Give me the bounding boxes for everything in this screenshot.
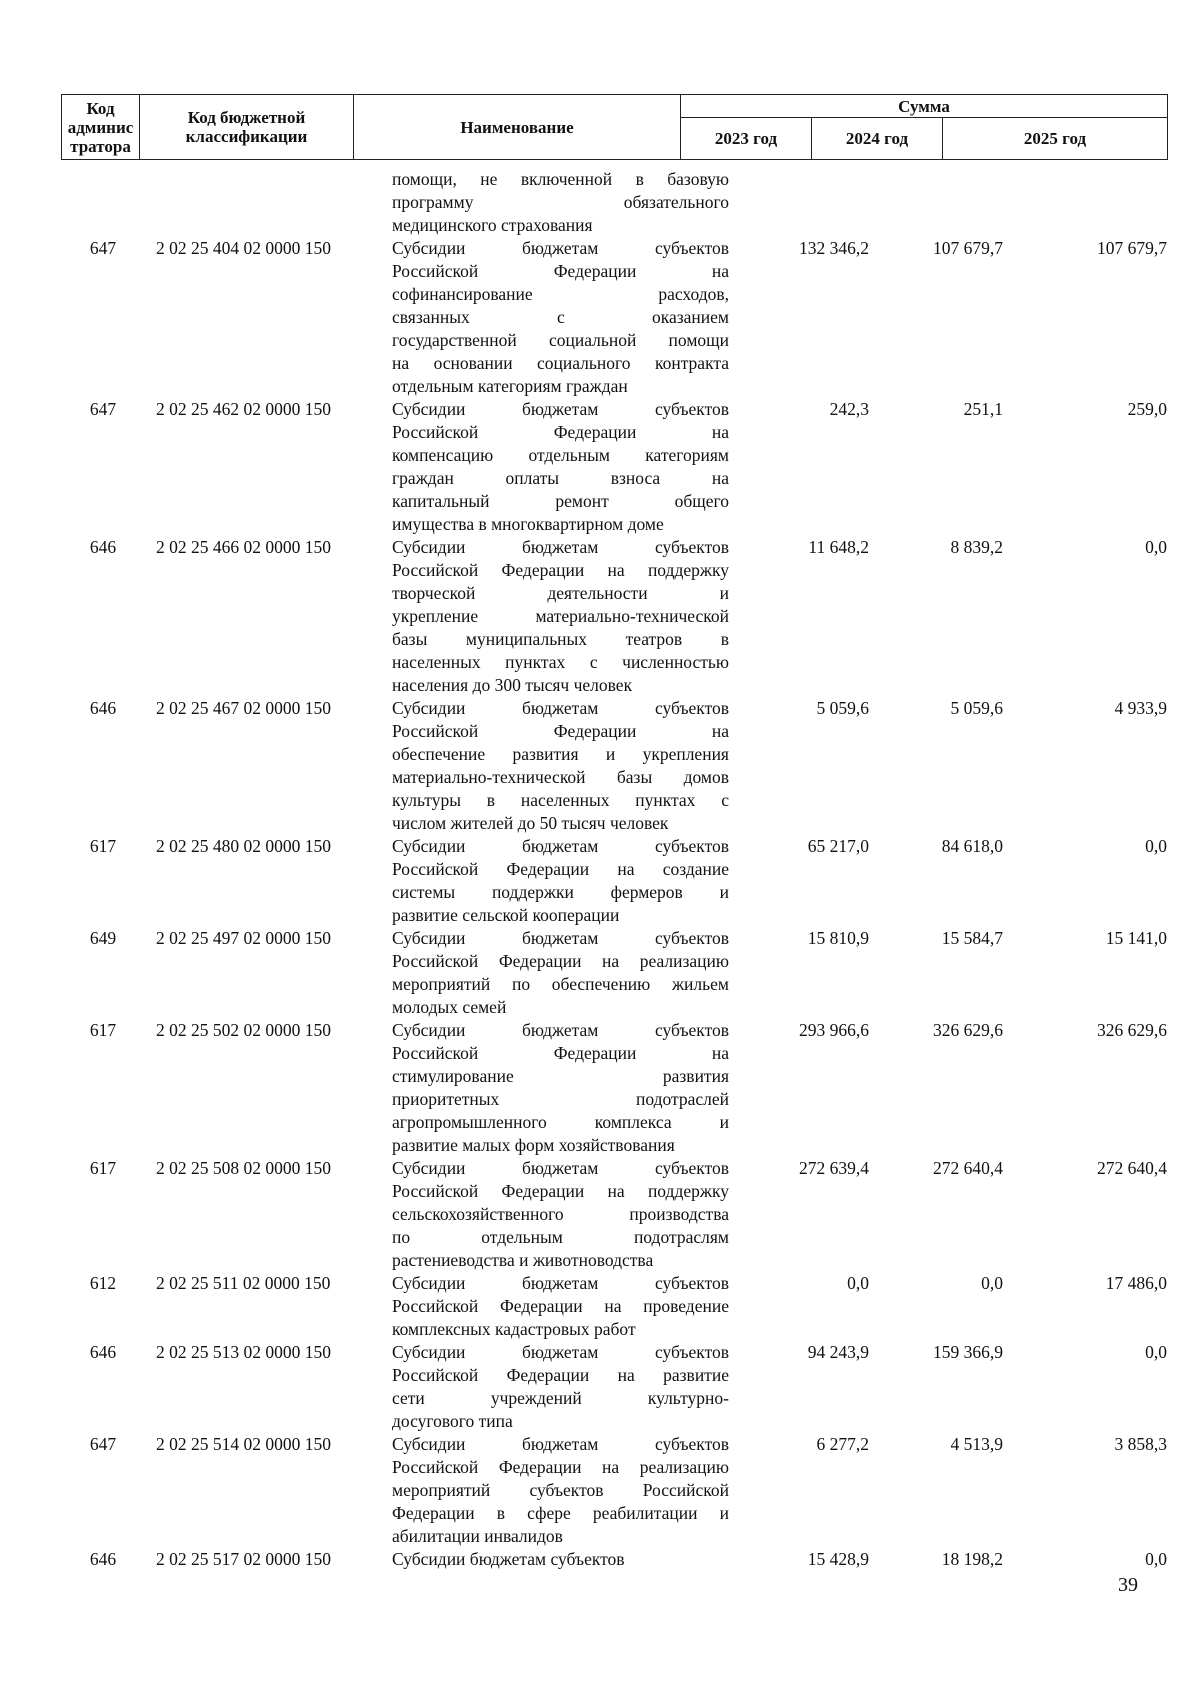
amount-2024-cell: 251,1 <box>963 399 1003 419</box>
name-line: отдельным категориям граждан <box>392 376 628 396</box>
name-line: капитальный ремонт общего <box>392 491 729 511</box>
budget-code-cell: 2 02 25 502 02 0000 150 <box>156 1020 331 1040</box>
amount-2023-cell: 272 639,4 <box>799 1158 869 1178</box>
name-line: развитие сельской кооперации <box>392 905 620 925</box>
budget-code-cell: 2 02 25 466 02 0000 150 <box>156 537 331 557</box>
header-year-2025: 2025 год <box>943 118 1168 160</box>
name-line: обеспечение развития и укрепления <box>392 744 729 764</box>
admin-code-cell: 612 <box>89 1273 117 1293</box>
name-line: по отдельным подотраслям <box>392 1227 729 1247</box>
amount-2023-cell: 6 277,2 <box>816 1434 869 1454</box>
name-line: граждан оплаты взноса на <box>392 468 729 488</box>
table-row <box>61 697 1167 835</box>
name-line: творческой деятельности и <box>392 583 729 603</box>
name-line: мероприятий по обеспечению жильем <box>392 974 729 994</box>
name-cell <box>392 835 729 927</box>
budget-code-cell: 2 02 25 462 02 0000 150 <box>156 399 331 419</box>
header-year-2024: 2024 год <box>812 118 943 160</box>
name-line: помощи, не включенной в базовую <box>392 169 729 189</box>
header-admin-code: Код админис тратора <box>62 95 140 160</box>
budget-code-cell: 2 02 25 497 02 0000 150 <box>156 928 331 948</box>
amount-2024-cell: 272 640,4 <box>933 1158 1003 1178</box>
amount-2023-cell: 293 966,6 <box>799 1020 869 1040</box>
name-line: населенных пунктах с численностью <box>392 652 729 672</box>
table-body <box>61 168 1167 1571</box>
amount-2023-cell: 15 428,9 <box>807 1549 869 1569</box>
header-name: Наименование <box>354 95 681 160</box>
admin-code-cell: 647 <box>89 238 117 258</box>
amount-2025-cell: 17 486,0 <box>1105 1273 1167 1293</box>
amount-2023-cell: 5 059,6 <box>816 698 869 718</box>
name-cell <box>392 927 729 1019</box>
name-line: Субсидии бюджетам субъектов <box>392 928 729 948</box>
name-line: Российской Федерации на создание <box>392 859 729 879</box>
header-year-2023: 2023 год <box>681 118 812 160</box>
name-line: Субсидии бюджетам субъектов <box>392 399 729 419</box>
name-line: Российской Федерации на развитие <box>392 1365 729 1385</box>
table-row <box>61 1341 1167 1433</box>
name-line: Субсидии бюджетам субъектов <box>392 698 729 718</box>
name-line: досугового типа <box>392 1411 513 1431</box>
name-line: Субсидии бюджетам субъектов <box>392 1434 729 1454</box>
name-cell <box>392 1272 729 1341</box>
amount-2025-cell: 0,0 <box>1145 836 1167 856</box>
admin-code-cell: 646 <box>89 1342 117 1362</box>
name-line: государственной социальной помощи <box>392 330 729 350</box>
budget-code-cell: 2 02 25 511 02 0000 150 <box>156 1273 331 1293</box>
name-line: развитие малых форм хозяйствования <box>392 1135 675 1155</box>
name-line: Субсидии бюджетам субъектов <box>392 1020 729 1040</box>
admin-code-cell: 646 <box>89 1549 117 1569</box>
table-row <box>61 1433 1167 1548</box>
amount-2024-cell: 18 198,2 <box>941 1549 1003 1569</box>
amount-2024-cell: 4 513,9 <box>950 1434 1003 1454</box>
amount-2025-cell: 3 858,3 <box>1114 1434 1167 1454</box>
amount-2024-cell: 326 629,6 <box>933 1020 1003 1040</box>
table-row <box>61 168 1167 237</box>
amount-2024-cell: 159 366,9 <box>933 1342 1003 1362</box>
name-line: комплексных кадастровых работ <box>392 1319 636 1339</box>
name-line: софинансирование расходов, <box>392 284 729 304</box>
name-cell <box>392 1019 729 1157</box>
name-cell <box>392 1341 729 1433</box>
admin-code-cell: 617 <box>89 1158 117 1178</box>
name-cell <box>392 168 729 237</box>
name-line: стимулирование развития <box>392 1066 729 1086</box>
name-line: Российской Федерации на <box>392 721 729 741</box>
amount-2023-cell: 65 217,0 <box>807 836 869 856</box>
name-line: агропромышленного комплекса и <box>392 1112 729 1132</box>
name-line: системы поддержки фермеров и <box>392 882 729 902</box>
name-cell <box>392 536 729 697</box>
amount-2023-cell: 242,3 <box>829 399 869 419</box>
name-cell <box>392 1433 729 1548</box>
name-cell <box>392 237 729 398</box>
budget-code-cell: 2 02 25 513 02 0000 150 <box>156 1342 331 1362</box>
name-line: Субсидии бюджетам субъектов <box>392 1549 625 1569</box>
admin-code-cell: 617 <box>89 836 117 856</box>
amount-2025-cell: 272 640,4 <box>1097 1158 1167 1178</box>
name-line: Российской Федерации на <box>392 261 729 281</box>
table-row <box>61 1548 1167 1571</box>
name-line: компенсацию отдельным категориям <box>392 445 729 465</box>
name-line: сельскохозяйственного производства <box>392 1204 729 1224</box>
amount-2024-cell: 0,0 <box>981 1273 1003 1293</box>
table-header <box>61 94 1168 160</box>
name-line: на основании социального контракта <box>392 353 729 373</box>
name-line: связанных с оказанием <box>392 307 729 327</box>
name-line: Субсидии бюджетам субъектов <box>392 537 729 557</box>
budget-code-cell: 2 02 25 480 02 0000 150 <box>156 836 331 856</box>
amount-2023-cell: 11 648,2 <box>808 537 869 557</box>
name-line: культуры в населенных пунктах с <box>392 790 729 810</box>
amount-2024-cell: 15 584,7 <box>941 928 1003 948</box>
name-line: Российской Федерации на реализацию <box>392 1457 729 1477</box>
table-row <box>61 1157 1167 1272</box>
amount-2025-cell: 0,0 <box>1145 537 1167 557</box>
name-line: Российской Федерации на реализацию <box>392 951 729 971</box>
name-line: Российской Федерации на <box>392 1043 729 1063</box>
budget-code-cell: 2 02 25 517 02 0000 150 <box>156 1549 331 1569</box>
amount-2023-cell: 0,0 <box>847 1273 869 1293</box>
amount-2025-cell: 0,0 <box>1145 1549 1167 1569</box>
name-line: мероприятий субъектов Российской <box>392 1480 729 1500</box>
name-line: Субсидии бюджетам субъектов <box>392 1273 729 1293</box>
amount-2025-cell: 259,0 <box>1127 399 1167 419</box>
budget-code-cell: 2 02 25 508 02 0000 150 <box>156 1158 331 1178</box>
name-line: молодых семей <box>392 997 507 1017</box>
name-line: сети учреждений культурно- <box>392 1388 729 1408</box>
page-number: 39 <box>1118 1574 1138 1596</box>
table-row <box>61 1019 1167 1157</box>
name-line: Субсидии бюджетам субъектов <box>392 1158 729 1178</box>
admin-code-cell: 649 <box>89 928 117 948</box>
table-row <box>61 927 1167 1019</box>
amount-2025-cell: 0,0 <box>1145 1342 1167 1362</box>
name-cell <box>392 398 729 536</box>
name-line: программу обязательного <box>392 192 729 212</box>
table-row <box>61 1272 1167 1341</box>
name-cell <box>392 1548 729 1571</box>
name-line: населения до 300 тысяч человек <box>392 675 633 695</box>
budget-code-cell: 2 02 25 404 02 0000 150 <box>156 238 331 258</box>
amount-2025-cell: 326 629,6 <box>1097 1020 1167 1040</box>
budget-code-cell: 2 02 25 514 02 0000 150 <box>156 1434 331 1454</box>
name-line: Субсидии бюджетам субъектов <box>392 836 729 856</box>
amount-2024-cell: 8 839,2 <box>950 537 1003 557</box>
table-row <box>61 237 1167 398</box>
header-sum: Сумма <box>681 95 1168 118</box>
admin-code-cell: 617 <box>89 1020 117 1040</box>
amount-2023-cell: 15 810,9 <box>807 928 869 948</box>
name-line: Российской Федерации на проведение <box>392 1296 729 1316</box>
table-row <box>61 835 1167 927</box>
budget-code-cell: 2 02 25 467 02 0000 150 <box>156 698 331 718</box>
amount-2024-cell: 84 618,0 <box>941 836 1003 856</box>
amount-2023-cell: 132 346,2 <box>799 238 869 258</box>
name-line: имущества в многоквартирном доме <box>392 514 664 534</box>
name-line: абилитации инвалидов <box>392 1526 563 1546</box>
amount-2025-cell: 4 933,9 <box>1114 698 1167 718</box>
name-line: Субсидии бюджетам субъектов <box>392 238 729 258</box>
name-cell <box>392 697 729 835</box>
admin-code-cell: 646 <box>89 537 117 557</box>
name-line: медицинского страхования <box>392 215 593 235</box>
name-line: растениеводства и животноводства <box>392 1250 654 1270</box>
admin-code-cell: 647 <box>89 399 117 419</box>
admin-code-cell: 647 <box>89 1434 117 1454</box>
table-row <box>61 536 1167 697</box>
name-line: Российской Федерации на <box>392 422 729 442</box>
name-line: укрепление материально-технической <box>392 606 729 626</box>
amount-2024-cell: 107 679,7 <box>933 238 1003 258</box>
amount-2024-cell: 5 059,6 <box>950 698 1003 718</box>
name-cell <box>392 1157 729 1272</box>
name-line: числом жителей до 50 тысяч человек <box>392 813 669 833</box>
admin-code-cell: 646 <box>89 698 117 718</box>
name-line: приоритетных подотраслей <box>392 1089 729 1109</box>
name-line: Российской Федерации на поддержку <box>392 1181 729 1201</box>
header-budget-code: Код бюджетной классификации <box>140 95 354 160</box>
name-line: Федерации в сфере реабилитации и <box>392 1503 729 1523</box>
name-line: материально-технической базы домов <box>392 767 729 787</box>
amount-2023-cell: 94 243,9 <box>807 1342 869 1362</box>
name-line: Российской Федерации на поддержку <box>392 560 729 580</box>
amount-2025-cell: 15 141,0 <box>1105 928 1167 948</box>
name-line: Субсидии бюджетам субъектов <box>392 1342 729 1362</box>
amount-2025-cell: 107 679,7 <box>1097 238 1167 258</box>
table-row <box>61 398 1167 536</box>
name-line: базы муниципальных театров в <box>392 629 729 649</box>
